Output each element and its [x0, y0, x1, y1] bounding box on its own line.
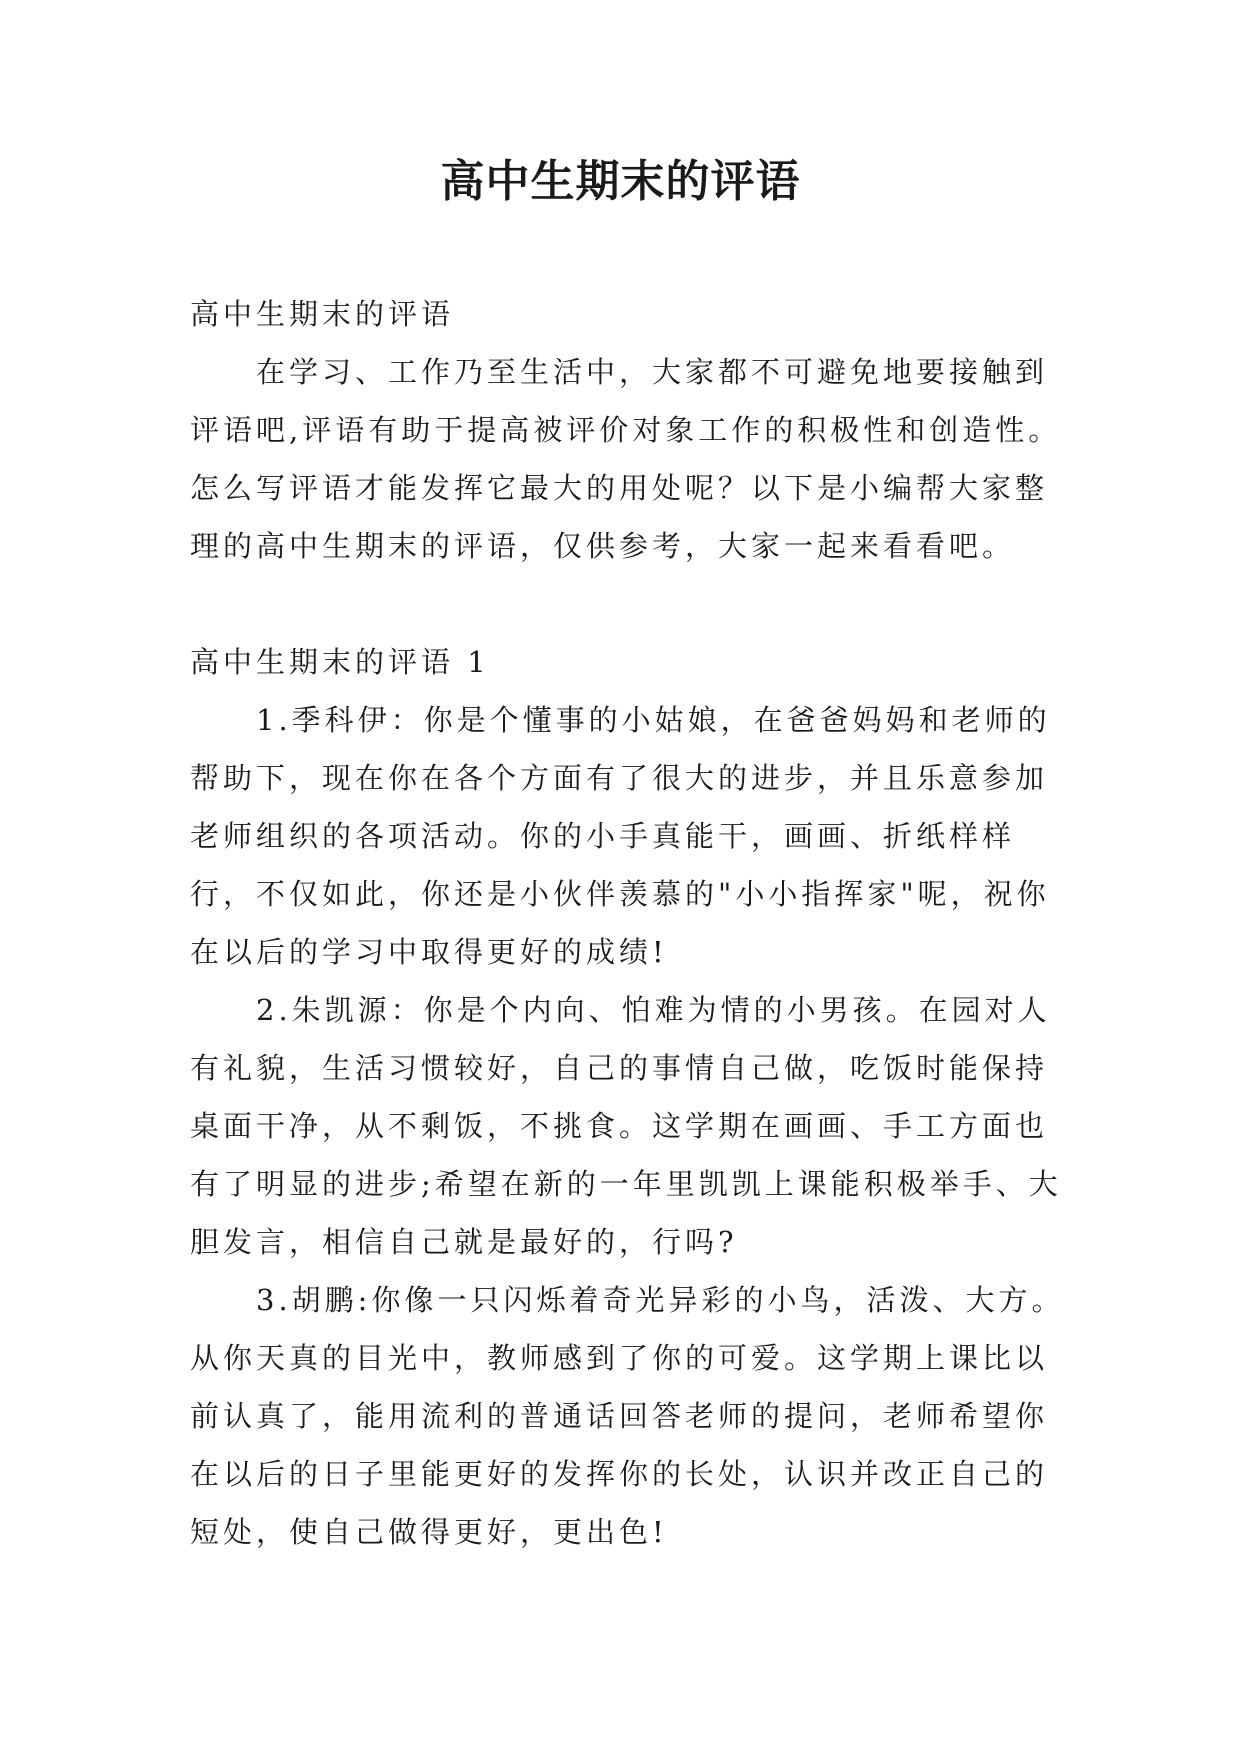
document-title: 高中生期末的评语 — [440, 156, 801, 207]
comment-item-1: 1.季科伊：你是个懂事的小姑娘，在爸爸妈妈和老师的帮助下，现在你在各个方面有了很大的进步，并且乐意参加老师组织的各项活动。你的小手真能干，画画、折纸样样行，不仅如此，你还是小伙伴羡慕的"小小指挥家"呢，祝你在以后的学习中取得更好的成绩! — [190, 703, 1051, 969]
document-body — [190, 285, 1070, 1561]
comment-item-2: 2.朱凯源：你是个内向、怕难为情的小男孩。在园对人有礼貌，生活习惯较好，自己的事情自己做，吃饭时能保持桌面干净，从不剩饭，不挑食。这学期在画画、手工方面也有了明显的进步;希望在新的一年里凯凯上课能积极举手、大胆发言，相信自己就是最好的，行吗? — [190, 993, 1062, 1259]
intro-paragraph: 在学习、工作乃至生活中，大家都不可避免地要接触到评语吧,评语有助于提高被评价对象工作的积极性和创造性。怎么写评语才能发挥它最大的用处呢？以下是小编帮大家整理的高中生期末的评语，仅供参考，大家一起来看看吧。 — [190, 355, 1062, 563]
paragraph-spacer — [190, 575, 1070, 633]
document-subtitle: 高中生期末的评语 — [190, 297, 455, 331]
section-heading: 高中生期末的评语 1 — [190, 645, 490, 679]
comment-item-3: 3.胡鹏:你像一只闪烁着奇光异彩的小鸟，活泼、大方。从你天真的目光中，教师感到了你的可爱。这学期上课比以前认真了，能用流利的普通话回答老师的提问，老师希望你在以后的日子里能更好的发挥你的长处，认识并改正自己的短处，使自己做得更好，更出色! — [190, 1283, 1065, 1549]
